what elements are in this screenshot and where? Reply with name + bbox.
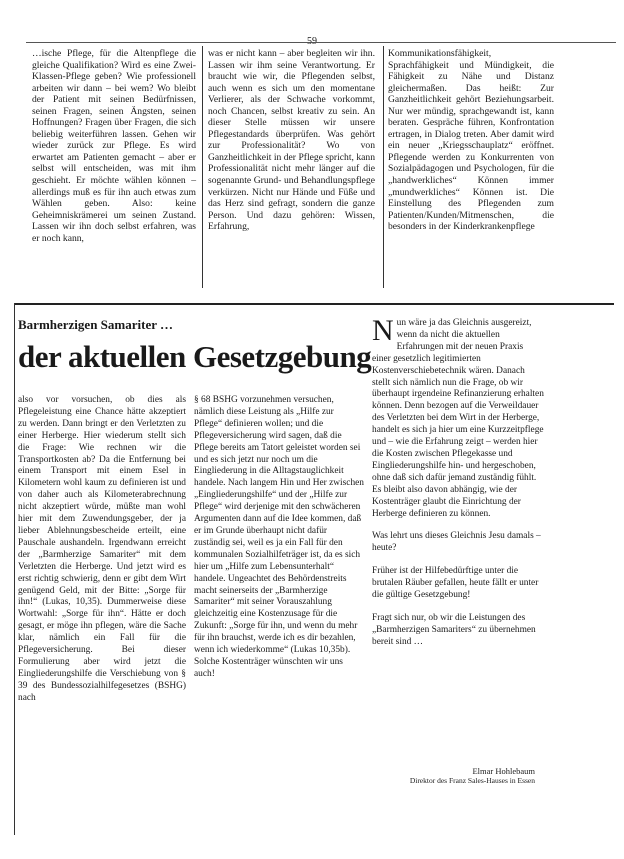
top-column-2: was er nicht kann – aber begleiten wir ihn. Lassen wir ihm seine Verantwortung. Er braucht wie wir, die Pflegenden selbst, auch wenn es sich um den momentane Verlierer, als der Schwache vorkommt, noch Chancen, selbst kreativ zu sein. An dieser Stelle müssen wir unsere Pflegestandards überprüfen. Was gehört zur Professionalität? Wo von Ganzheitlichkeit in der Pflege spricht, kann Professionalität nicht mehr länger auf die sogenannte Grund- und Behandlungspflege verkürzen. Nicht nur Hände und Füße und das Herz sind gefragt, sondern die ganze Person. Und dazu gehören: Wissen, Erfahrung, (208, 48, 375, 233)
paragraph: Fragt sich nur, ob wir die Leistungen des „Barmherzigen Samariters“ zu übernehmen bereit sind … (372, 612, 536, 647)
top-column-3: Kommunikationsfähigkeit, Sprachfähigkeit und Mündigkeit, die Fähigkeit zu Nähe und Distanz gleichermaßen. Das heißt: Zur Ganzheitlichkeit gehört Beziehungsarbeit. Nur wer mündig, sprachgewandt ist, kann beraten. Gespräche führen, Konfrontation ertragen, in Dialog treten. Aber damit wird ein neuer „Kriegsschauplatz“ eröffnet. Pflegende werden zu Konkurrenten von Sozialpädagogen und Psychologen, für die „handwerkliches“ Können immer „mundwerkliches“ Können ist. Die Einstellung des Pflegenden zum Patienten/Kunden/Mitmenschen, die besonders in der Kinderkrankenpflege (388, 48, 554, 233)
paragraph: Was lehrt uns dieses Gleichnis Jesu damals – heute? (372, 531, 541, 554)
author-name: Elmar Hohlebaum (472, 766, 535, 776)
paragraph: Früher ist der Hilfebedürftige unter die brutalen Räuber gefallen, heute fällt er unter die gültige Gesetzgebung! (372, 566, 539, 601)
author-role: Direktor des Franz Sales-Hauses in Essen (409, 776, 535, 785)
article-top-rule (14, 303, 614, 305)
lead-paragraph (372, 314, 544, 520)
column-divider (383, 46, 384, 288)
article-left-rule (14, 303, 15, 835)
top-rule (26, 42, 616, 43)
lead-text: un wäre ja das Gleichnis ausgereizt, wenn da nicht die aktuellen Erfahrungen mit der neuen Praxis einer gesetzlich legitimierten Kostenverschiebetechnik wären. Danach stellt sich nämlich nun die Frage, ob wir überhaupt irgendeine Refinanzierung erhalten können. Denn bezogen auf die Verweildauer des Verletzten bei dem Wirt in der Herberge, handelt es sich ja hier um eine Kurzzeitpflege und – wie die Erfahrung zeigt – werden hier die Kosten zwischen Pflegekasse und Eingliederungshilfe hin- und hergeschoben, ohne daß sich dafür jemand zuständig fühlt. Es bleibt also davon abhängig, wie der Kostenträger glaubt die Einrichtung der Herberge definieren zu können. (372, 318, 544, 519)
column-divider (202, 46, 203, 288)
article-kicker: Barmherzigen Samariter … (18, 317, 173, 332)
drop-cap: N (372, 314, 394, 347)
article-column-1: also vor vorsuchen, ob dies als Pflegeleistung eine Chance hätte akzeptiert zu werden. Dann bringt er den Verletzten zu einer Herberge. Hier wiederum stellt sich die Frage: Wie rechnen wir die Transportkosten ab? Da die Entfernung bei einem Transport mit einem Esel in Kilometern wohl kaum zu definieren ist und von daher auch als Kilometerabrechnung nicht akzeptiert würde, müßte man wohl hier mit dem Zuwendungsgeber, der ja lieber Ablehnungsbescheide erteilt, eine Pauschale aushandeln. Irgendwann erreicht der „Barmherzige Samariter“ mit dem Verletzten die Herberge. Und jetzt wird es erst richtig schwierig, denn er gibt dem Wirt genügend Geld, mit der Bitte: „Sorge für ihn!“ (Lukas, 10,35). Dummerweise diese Wortwahl: „Sorge für ihn“. Hätte er doch gesagt, er möge ihn pflegen, wäre die Sache klar, nämlich ein Fall für die Pflegeversicherung. Bei dieser Formulierung aber wird jetzt die Eingliederungshilfe die Verschiebung von § 39 des Bundessozialhilfegesetzes (BSHG) nach (18, 395, 186, 703)
article-headline: der aktuellen Gesetzgebung (18, 339, 372, 374)
article-column-3 (372, 314, 544, 649)
top-column-1: …ische Pflege, für die Altenpflege die gleiche Qualifikation? Wird es eine Zwei-Klassen-Pflege geben? Wie professionell arbeiten wir dann – bei wem? Wo bleibt der Patient mit seinen Bedürfnissen, seinen Fragen, seinen Ängsten, seinen Hoffnungen? Fragen über Fragen, die sich beliebig weiterführen lassen. Gehen wir wieder zurück zur Pflege. Es wird erwartet am Patienten gemacht – aber er selbst will entscheiden, was mit ihm geschieht. Er möchte wählen können – allerdings muß es für ihn auch etwas zum Wählen geben. Also: keine Geheimniskrämerei um seinen Zustand. Lassen wir ihn doch selbst erfahren, was er noch kann, (32, 48, 196, 244)
article-column-2: § 68 BSHG vorzunehmen versuchen, nämlich diese Leistung als „Hilfe zur Pflege“ definieren wollen; und die Pflegeversicherung wird sagen, daß die Pflege bereits am Tatort geleistet worden sei und es sich jetzt nur noch um die Eingliederung in die Alltagstauglichkeit handele. Nach langem Hin und Her zwischen „Eingliederungshilfe“ und der „Hilfe zur Pflege“ wird derjenige mit den schwächeren Argumenten dann auf die Idee kommen, daß er im Grunde überhaupt nicht dafür zuständig sei, weil es ja ein Fall für den kommunalen Sozialhilfeträger ist, da es sich hier um „Hilfe zum Lebensunterhalt“ handele. Ungeachtet des Behördenstreits macht seinerseits der „Barmherzige Samariter“ mit seiner Vorauszahlung gleichzeitig eine Kostenzusage für die Zukunft: „Sorge für ihn, und wenn du mehr für ihn brauchst, werde ich es dir bezahlen, wenn ich wiederkomme“ (Lukas 10,35b). Solche Kostenträger wünschten wir uns auch! (194, 395, 364, 679)
author-signature (395, 766, 535, 786)
